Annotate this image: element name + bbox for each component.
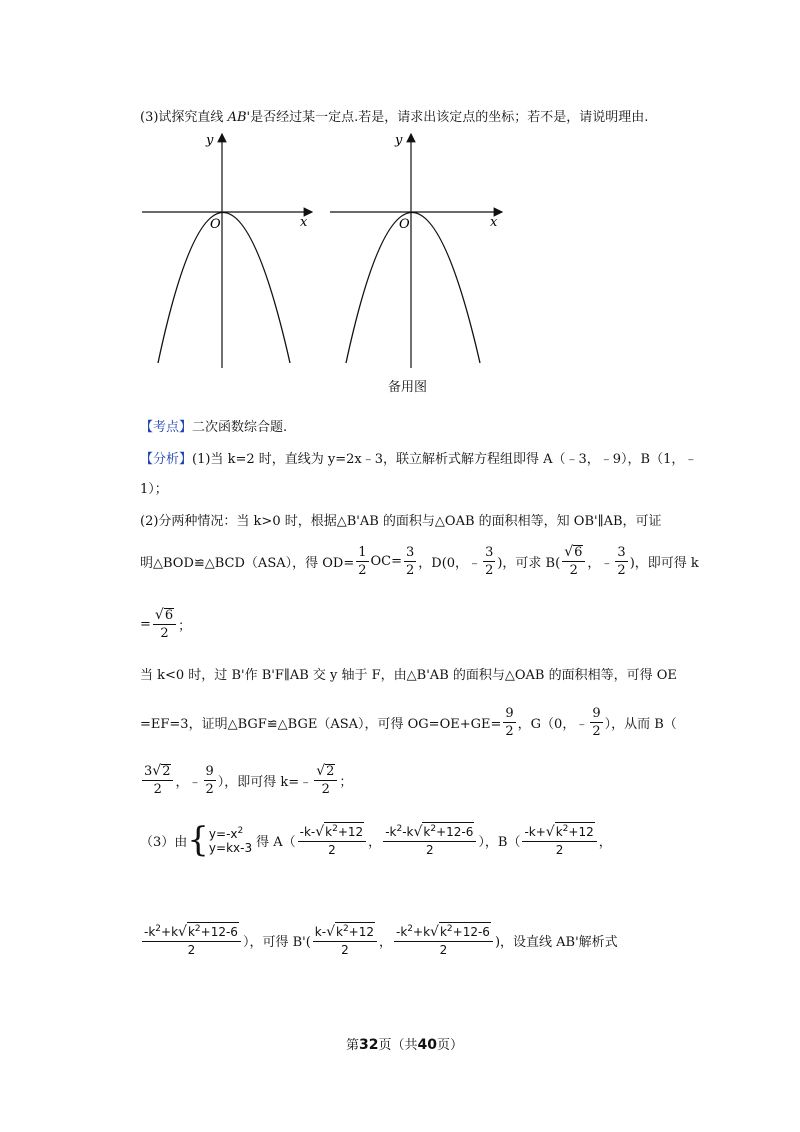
Bprime-y-expression: $-k^2+k$ √ $k^2+12-6$ 2: [394, 922, 493, 958]
origin-label-2: O: [399, 217, 410, 232]
parabola-graphs: [130, 128, 530, 398]
B-y-expression: $-k^2+k$ √ $k^2+12-6$ 2: [142, 922, 241, 958]
fraction-3-2-c: $\frac{3}{2}$: [617, 545, 626, 578]
fraction-k-sqrt6-2: √ 6 2: [153, 608, 176, 641]
analysis-line-4: = √ 6 2 ；: [140, 607, 192, 641]
analysis-line-7: 3 √ 2 2 ，﹣ $\frac{9}{2}$ ），即可得 k=﹣ √ 2 2 ；: [144, 763, 353, 797]
y-axis-label-2: y: [395, 133, 403, 148]
x-axis-label: x: [300, 215, 308, 230]
graph-main: [142, 133, 312, 368]
analysis-line-9: $-k^2+k$ √ $k^2+12-6$ 2 ），可得 B'( k- √ $k^2+12$ 2 ， $-k^2+k$ √ $k^2+12-6$ 2 )，设直线 AB'解析式: [144, 924, 618, 957]
analysis-line-1b: 1）；: [140, 482, 168, 497]
equation-system: $y=-x^2$ y=kx-3: [208, 825, 253, 855]
page-total: 40: [417, 1037, 437, 1053]
page-footer: 第32页（共40页）: [346, 1037, 464, 1053]
kaodian-tag: 【考点】: [140, 420, 193, 435]
A-y-expression: $-k^2-k$ √ $k^2+12-6$ 2: [383, 822, 476, 858]
graph-spare: [330, 133, 502, 368]
fraction-3sqrt2-2: 3 √ 2 2: [142, 764, 173, 797]
spare-graph-caption: 备用图: [388, 380, 428, 395]
fraction-1-2: $\frac{1}{2}$: [358, 545, 367, 578]
analysis-line-2: (2)分两种情况：当 k>0 时，根据△B'AB 的面积与△OAB 的面积相等，知 OB'∥AB，可证: [140, 514, 662, 529]
analysis-line-8: （3）由 { $y=-x^2$ y=kx-3 得 A（ -k- √ $k^2+12$ 2 ， $-k^2-k$ √ $k^2+12-6$ 2 ），B（ -k+ √ $k^2+12$ 2 ，: [140, 820, 612, 860]
fraction-9-2-c: $\frac{9}{2}$: [205, 764, 214, 797]
y-axis-label: y: [206, 133, 214, 148]
question-3: (3)试探究直线 AB'是否经过某一定点.若是，请求出该定点的坐标；若不是，请说明理由.: [140, 110, 649, 125]
x-axis-label-2: x: [490, 215, 498, 230]
fraction-sqrt2-2: √ 2 2: [314, 764, 337, 797]
analysis-line-6: =EF=3，证明△BGF≌△BGE（ASA），可得 OG=OE+GE= $\frac{9}{2}$ ，G（0，﹣ $\frac{9}{2}$ ），从而 B（: [140, 706, 677, 739]
Bprime-x-expression: k- √ $k^2+12$ 2: [313, 922, 377, 958]
B-x-expression: -k+ √ $k^2+12$ 2: [522, 822, 596, 858]
analysis-line-1: 【分析】(1)当 k=2 时，直线为 y=2x﹣3，联立解析式解方程组即得 A（﹣3，﹣9），B（1，﹣: [140, 452, 698, 467]
fraction-sqrt6-2: √ 6 2: [562, 545, 585, 578]
fraction-9-2-b: $\frac{9}{2}$: [592, 706, 601, 739]
analysis-line-3: 明△BOD≌△BCD（ASA），得 OD= $\frac{1}{2}$ OC= $\frac{3}{2}$ ，D(0，﹣ $\frac{3}{2}$ )，可求 B( √ 6 2 ，﹣ $\frac{3}{2}$ )，即可得 k: [140, 544, 699, 578]
analysis-line-5: 当 k<0 时，过 B'作 B'F∥AB 交 y 轴于 F，由△B'AB 的面积与△OAB 的面积相等，可得 OE: [140, 668, 677, 683]
A-x-expression: -k- √ $k^2+12$ 2: [298, 822, 367, 858]
fraction-3-2: $\frac{3}{2}$: [406, 545, 415, 578]
fraction-9-2: $\frac{9}{2}$: [505, 706, 514, 739]
kaodian-line: 【考点】二次函数综合题.: [140, 420, 288, 435]
fenxi-tag: 【分析】: [140, 452, 193, 467]
system-brace: {: [187, 820, 209, 860]
page-number: 32: [359, 1037, 379, 1053]
origin-label: O: [210, 217, 221, 232]
fraction-3-2-b: $\frac{3}{2}$: [485, 545, 494, 578]
